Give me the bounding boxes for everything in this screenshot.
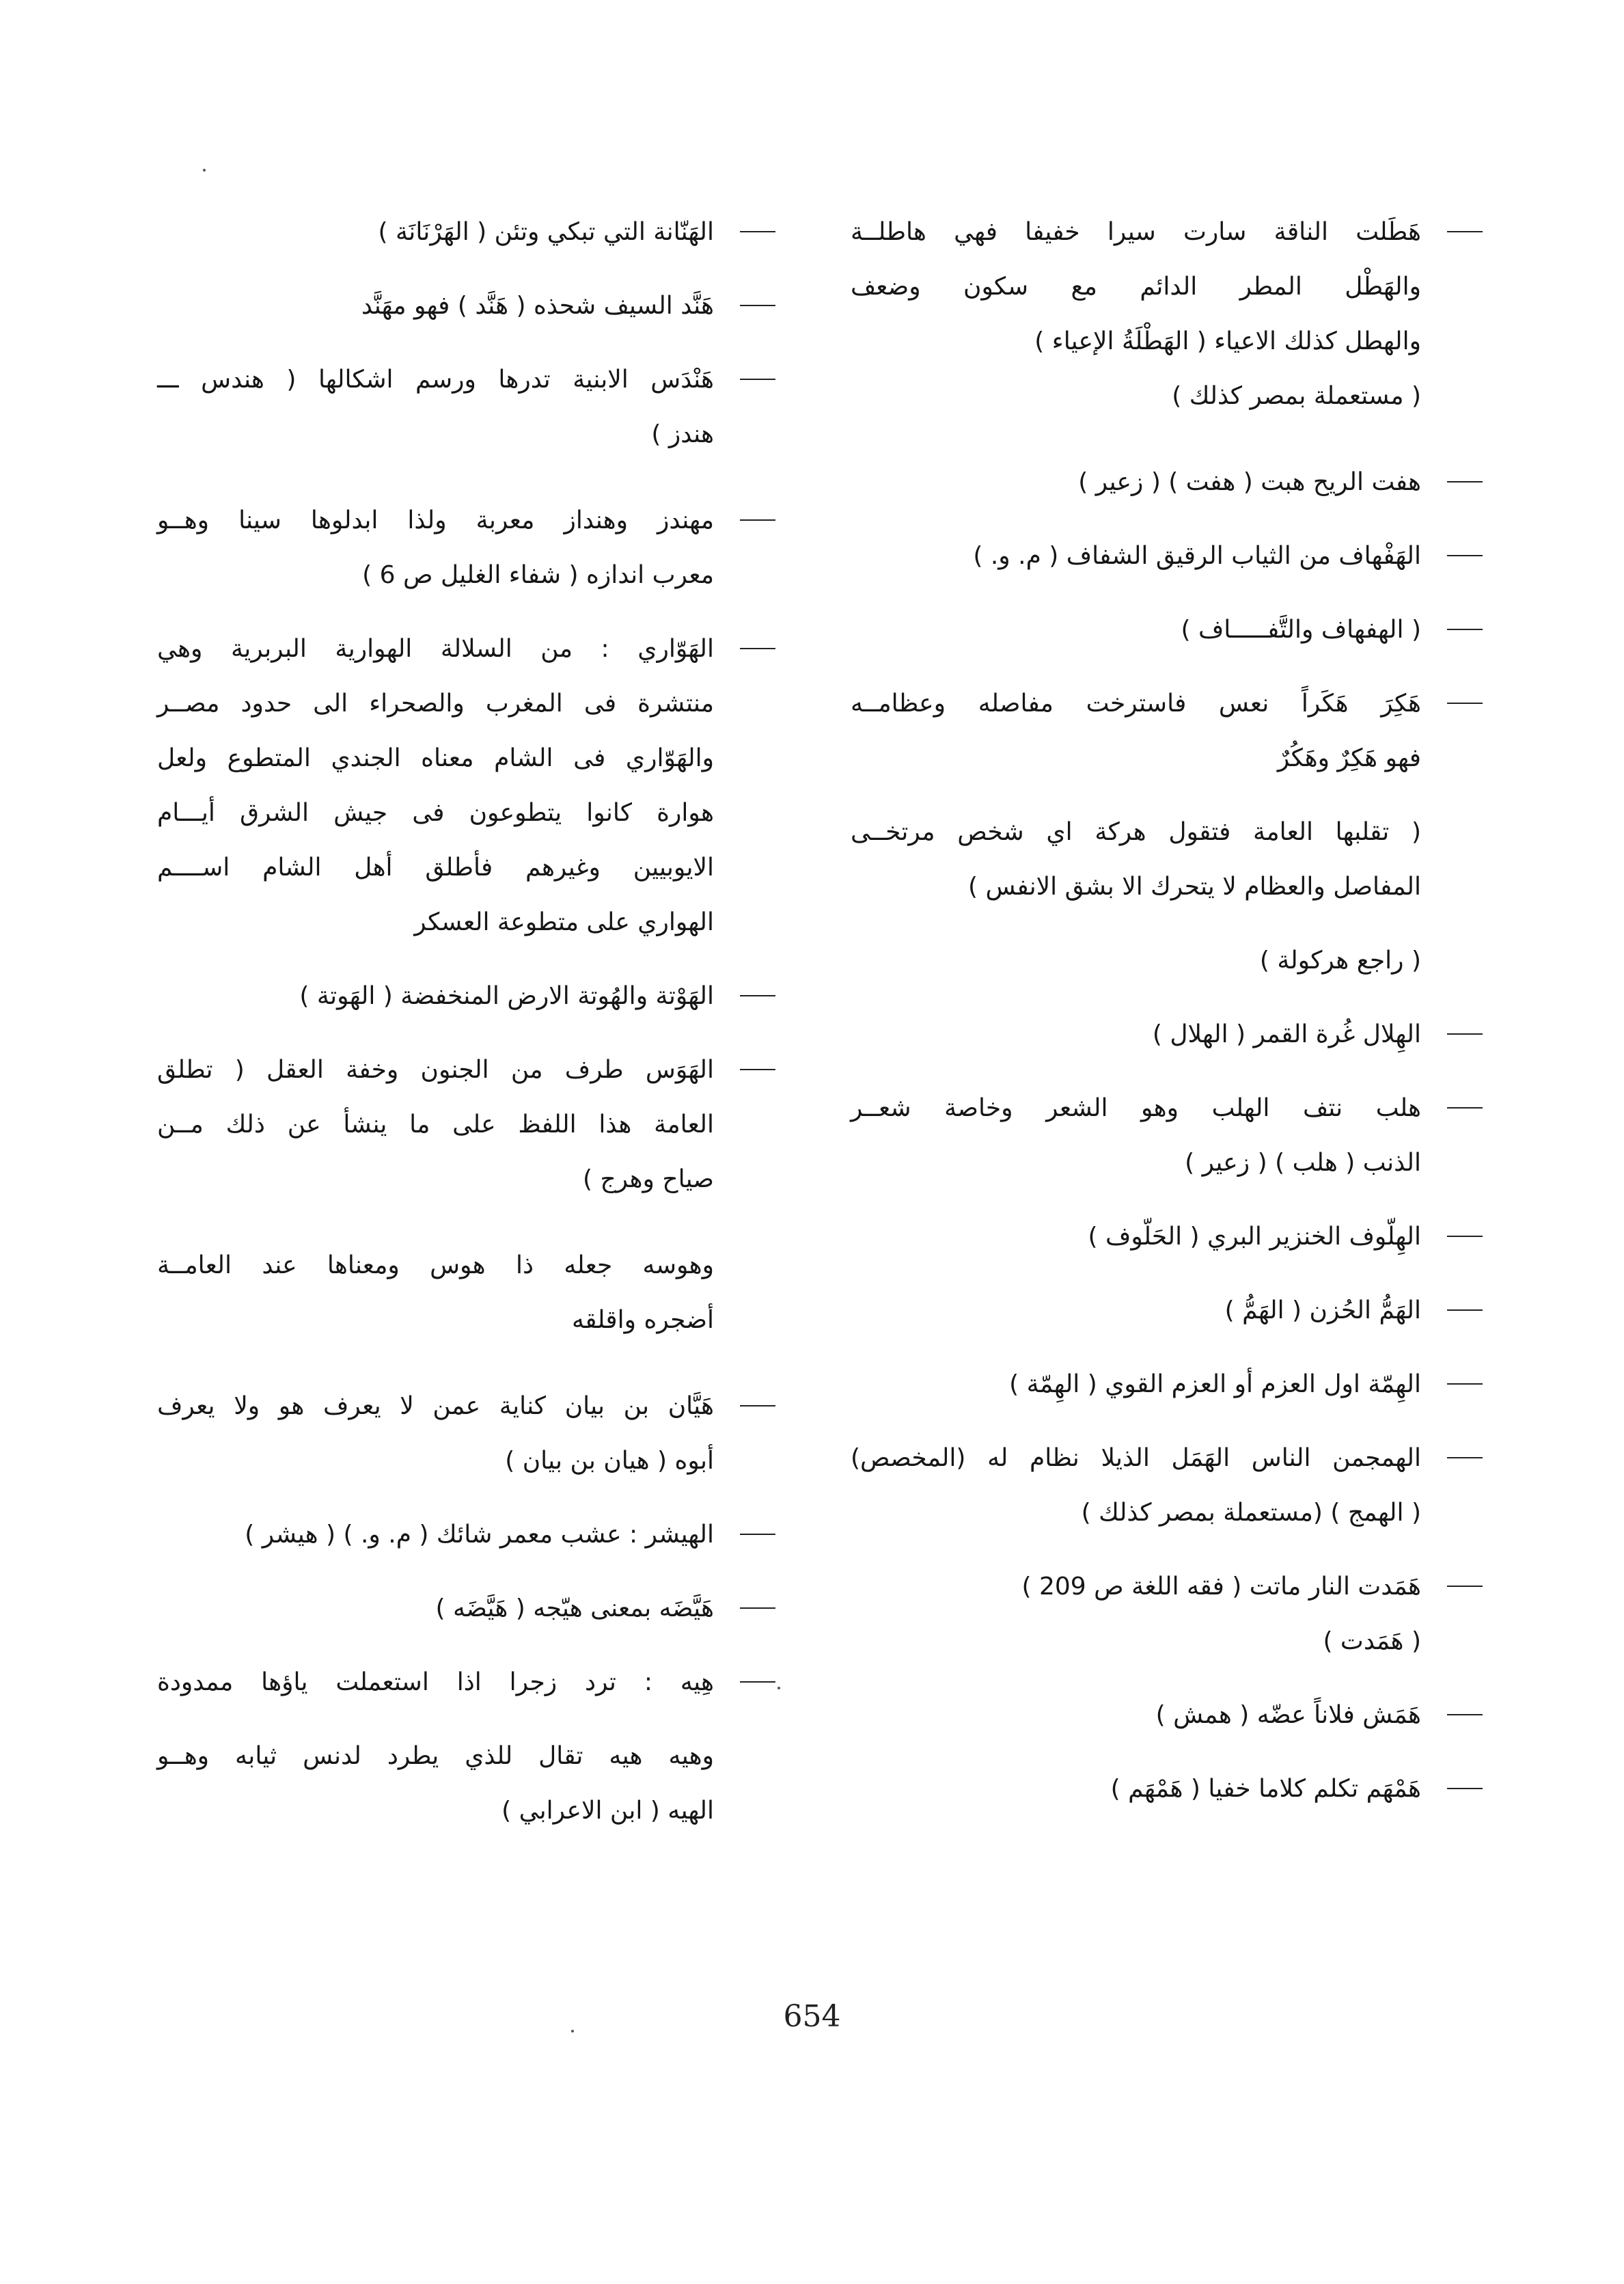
- dictionary-entry: [157, 1655, 775, 1710]
- entry-line: هوارة كانوا يتطوعون فى جيش الشرق أيـــام: [157, 799, 714, 827]
- entry-line: وهوسه جعله ذا هوس ومعناها عند العامــة: [157, 1251, 714, 1279]
- dictionary-entry: [157, 205, 775, 260]
- entry-dash: [740, 648, 775, 649]
- entry-dash: [740, 1607, 775, 1609]
- entry-line: هفت الريح هبت ( هفت ) ( زعير ): [1078, 468, 1421, 496]
- entry-line: أبوه ( هيان بن بيان ): [505, 1447, 714, 1475]
- entry-line: الهَوّاري : من السلالة الهوارية البربرية وهي: [157, 635, 714, 663]
- entry-dash: [1447, 629, 1483, 630]
- entry-line: الهيشر : عشب معمر شائك ( م. و. ) ( هيشر ): [245, 1521, 714, 1549]
- dictionary-entry: [157, 1508, 775, 1562]
- entry-dash: [1447, 1586, 1483, 1587]
- entry-line: هَمَدت النار ماتت ( فقه اللغة ص 209 ): [1021, 1573, 1421, 1601]
- entry-line: والهَوّاري فى الشام معناه الجندي المتطوع ولعل: [157, 744, 714, 772]
- entry-dash: [740, 231, 775, 232]
- entry-dash: [740, 519, 775, 521]
- entry-line: العامة هذا اللفظ على ما ينشأ عن ذلك مــن: [157, 1111, 714, 1139]
- left-column: [157, 205, 775, 1838]
- entry-line: المفاصل والعظام لا يتحرك الا بشق الانفس ): [968, 873, 1421, 901]
- entry-line: الهِمّة اول العزم أو العزم القوي ( الهِمّة ): [1009, 1370, 1421, 1398]
- entry-line: هَيَّضَه بمعنى هيّجه ( هَيَّضَه ): [435, 1594, 714, 1622]
- dictionary-entry: [851, 1210, 1483, 1264]
- entry-line: الهِلّوف الخنزير البري ( الحَلّوف ): [1088, 1223, 1421, 1251]
- entry-dash: [1447, 1236, 1483, 1237]
- entry-dash: [740, 379, 775, 380]
- entry-line: الهواري على متطوعة العسكر: [414, 908, 714, 936]
- dictionary-entry: [851, 529, 1483, 584]
- entry-line: هَمَش فلاناً عضّه ( همش ): [1155, 1701, 1421, 1729]
- entry-line: الايوبيين وغيرهم فأطلق أهل الشام اســــم: [157, 854, 714, 882]
- entry-line: هَنْدَس الابنية تدرها ورسم اشكالها ( هندس ـــ: [157, 366, 714, 394]
- entry-dash: [1447, 1383, 1483, 1385]
- entry-dash: [1447, 231, 1483, 232]
- scan-speck: [203, 169, 206, 172]
- entry-line: ( هَمَدت ): [1323, 1627, 1421, 1655]
- dictionary-entry: [851, 1007, 1483, 1062]
- entry-dash: [1447, 1309, 1483, 1311]
- dictionary-entry: [851, 1357, 1483, 1412]
- dictionary-entry: [851, 805, 1483, 914]
- entry-dash: [1447, 1457, 1483, 1458]
- dictionary-entry: [157, 1238, 775, 1348]
- entry-dash: [1447, 1788, 1483, 1789]
- entry-line: هَمْهَم تكلم كلاما خفيا ( هَمْهَم ): [1110, 1775, 1421, 1803]
- dictionary-entry: [851, 455, 1483, 510]
- entry-line: هَكِرَ هَكَراً نعس فاسترخت مفاصله وعظامــه: [851, 690, 1421, 718]
- entry-dash: [740, 305, 775, 306]
- entry-line: ( تقلبها العامة فتقول هركة اي شخص مرتخــى: [851, 818, 1421, 846]
- entry-line: والهطل كذلك الاعياء ( الهَطْلَةُ الإعياء ): [1034, 327, 1421, 355]
- entry-line: منتشرة فى المغرب والصحراء الى حدود مصــر: [157, 690, 714, 718]
- dictionary-entry: [851, 1431, 1483, 1540]
- dictionary-entry: [157, 969, 775, 1024]
- dictionary-entry: [851, 205, 1483, 424]
- entry-dash: [1447, 555, 1483, 556]
- entry-line: معرب اندازه ( شفاء الغليل ص 6 ): [362, 561, 714, 589]
- entry-dash: [1447, 703, 1483, 704]
- dictionary-entry: [157, 353, 775, 462]
- dictionary-entry: [157, 279, 775, 334]
- dictionary-entry: [851, 1560, 1483, 1669]
- dictionary-entry: [157, 1729, 775, 1838]
- entry-line: الهيه ( ابن الاعرابي ): [501, 1797, 714, 1825]
- entry-dash: [1447, 1033, 1483, 1035]
- dictionary-entry: [851, 677, 1483, 786]
- entry-line: ( الهفهاف والتَّفـــــاف ): [1181, 616, 1421, 644]
- dictionary-entry: [157, 1379, 775, 1488]
- dictionary-entry: [157, 622, 775, 950]
- dictionary-entry: [851, 1762, 1483, 1817]
- entry-line: هَطَلت الناقة سارت سيرا خفيفا فهي هاطلــة: [851, 218, 1421, 246]
- scan-speck: [777, 1687, 780, 1689]
- entry-line: فهو هَكِرٌ وهَكُرٌ: [1277, 744, 1421, 772]
- entry-line: هندز ): [651, 420, 714, 448]
- entry-line: الهَفْهاف من الثياب الرقيق الشفاف ( م. و. ): [973, 542, 1421, 570]
- entry-line: الهمجمن الناس الهَمَل الذيلا نظام له (المخصص): [851, 1444, 1421, 1472]
- entry-line: هلب نتف الهلب وهو الشعر وخاصة شعــر: [851, 1094, 1421, 1122]
- entry-line: ( راجع هركولة ): [1259, 947, 1421, 975]
- entry-line: هَنَّد السيف شحذه ( هَنَّد ) فهو مهَنَّد: [361, 292, 714, 320]
- entry-line: صياح وهرج ): [582, 1165, 714, 1193]
- dictionary-entry: [851, 1283, 1483, 1338]
- entry-line: الهَنّانة التي تبكي وتئن ( الهَرْنَانَة ): [378, 218, 714, 246]
- entry-line: الهَوَس طرف من الجنون وخفة العقل ( تطلق: [157, 1056, 714, 1084]
- entry-dash: [740, 1534, 775, 1535]
- entry-line: الذنب ( هلب ) ( زعير ): [1185, 1149, 1421, 1177]
- dictionary-entry: [157, 493, 775, 603]
- entry-line: أضجره واقلقه: [571, 1306, 714, 1334]
- entry-dash: [1447, 1714, 1483, 1715]
- entry-line: الهِلال غُرة القمر ( الهلال ): [1152, 1020, 1421, 1048]
- entry-dash: [740, 1069, 775, 1070]
- dictionary-entry: [851, 1688, 1483, 1743]
- dictionary-entry: [157, 1581, 775, 1636]
- entry-dash: [740, 995, 775, 996]
- entry-dash: [1447, 481, 1483, 482]
- dictionary-entry: [851, 934, 1483, 988]
- entry-line: ( مستعملة بمصر كذلك ): [1172, 382, 1421, 410]
- right-column: [851, 205, 1483, 1817]
- entry-line: الهَمُّ الحُزن ( الهَمُّ ): [1224, 1296, 1421, 1324]
- dictionary-entry: [851, 603, 1483, 657]
- entry-line: هِيه : ترد زجرا اذا استعملت ياؤها ممدودة: [157, 1668, 714, 1696]
- entry-dash: [740, 1405, 775, 1406]
- dictionary-entry: [851, 1081, 1483, 1191]
- entry-line: والهَطْل المطر الدائم مع سكون وضعف: [851, 273, 1421, 301]
- entry-dash: [740, 1681, 775, 1683]
- entry-line: ( الهمج ) (مستعملة بمصر كذلك ): [1081, 1499, 1421, 1527]
- entry-line: وهيه هيه تقال للذي يطرد لدنس ثيابه وهــو: [157, 1742, 714, 1770]
- entry-line: الهَوْتة والهُوتة الارض المنخفضة ( الهَوتة ): [299, 982, 714, 1010]
- entry-line: مهندز وهنداز معربة ولذا ابدلوها سينا وهــو: [157, 506, 714, 534]
- page-number: 654: [783, 1999, 841, 2034]
- scan-speck: [571, 2030, 574, 2033]
- entry-dash: [1447, 1107, 1483, 1109]
- dictionary-entry: [157, 1043, 775, 1207]
- entry-line: هَيَّان بن بيان كناية عمن لا يعرف هو ولا يعرف: [157, 1392, 714, 1420]
